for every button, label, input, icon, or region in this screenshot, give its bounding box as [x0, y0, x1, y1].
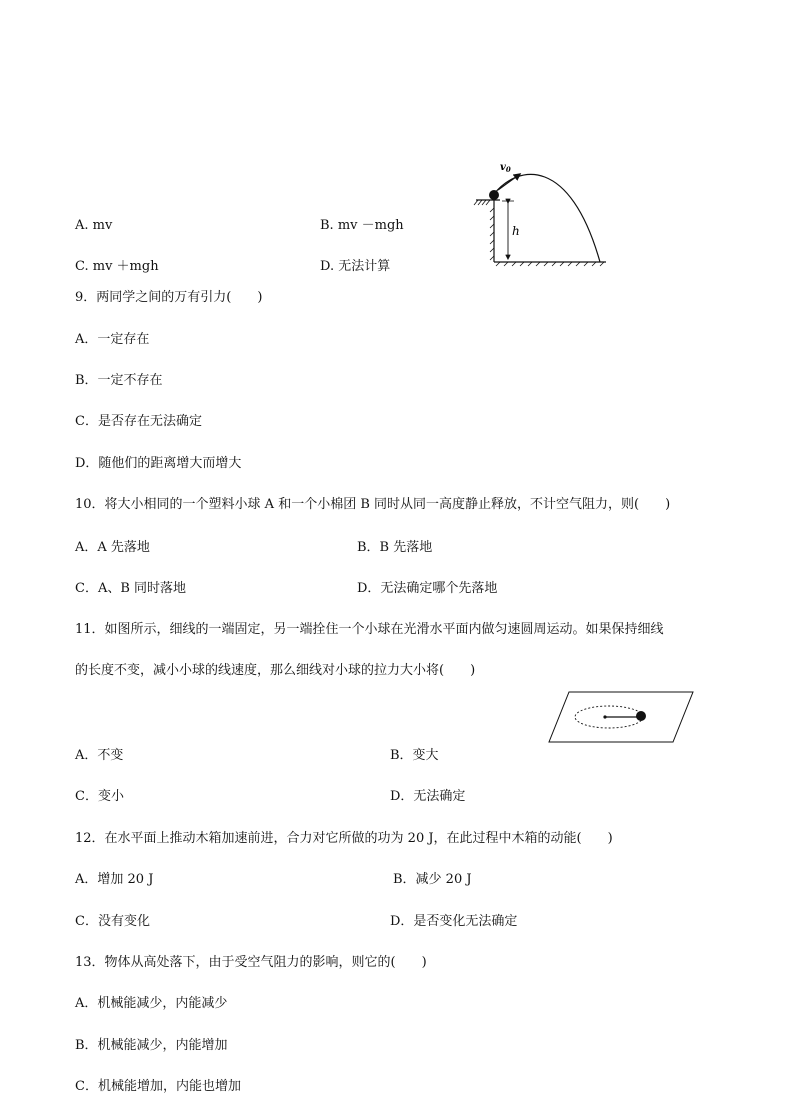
q10-option-a: A．A 先落地 — [75, 540, 150, 555]
circular-motion-figure — [545, 688, 695, 748]
q12-option-b: B．减少 20 J — [393, 872, 472, 887]
q11-option-c: C．变小 — [75, 789, 124, 804]
velocity-label: $v_0$ — [500, 162, 511, 174]
q10-option-b: B．B 先落地 — [357, 540, 433, 555]
q12-option-a: A．增加 20 J — [75, 872, 154, 887]
q13-option-a: A．机械能减少，内能减少 — [75, 996, 228, 1011]
q10-stem: 10．将大小相同的一个塑料小球 A 和一个小棉团 B 同时从同一高度静止释放，不计空气阻力，则( ) — [75, 497, 671, 512]
q9-stem: 9．两同学之间的万有引力( ) — [75, 290, 263, 305]
q9-option-d: D．随他们的距离增大而增大 — [75, 456, 242, 471]
q10-option-c: C．A、B 同时落地 — [75, 581, 187, 596]
q9-option-a: A．一定存在 — [75, 332, 150, 347]
q11-stem-line1: 11．如图所示，细线的一端固定，另一端拴住一个小球在光滑水平面内做匀速圆周运动。如果保持细线 — [75, 622, 664, 637]
q8-option-d: D. 无法计算 — [320, 259, 391, 274]
ball — [489, 190, 499, 200]
height-label: h — [512, 224, 520, 238]
q13-option-b: B．机械能减少，内能增加 — [75, 1038, 228, 1053]
projectile-figure — [470, 158, 610, 268]
q12-stem: 12．在水平面上推动木箱加速前进，合力对它所做的功为 20 J，在此过程中木箱的动能( ) — [75, 831, 613, 846]
q8-option-b: B. mv －mgh — [320, 218, 404, 233]
q10-option-d: D．无法确定哪个先落地 — [357, 581, 498, 596]
q8-option-a: A. mv — [75, 218, 113, 233]
q9-option-b: B．一定不存在 — [75, 373, 163, 388]
q11-option-d: D．无法确定 — [390, 789, 466, 804]
q9-option-c: C．是否存在无法确定 — [75, 414, 202, 429]
q13-option-c: C．机械能增加，内能也增加 — [75, 1079, 241, 1094]
q11-option-a: A．不变 — [75, 748, 124, 763]
q11-stem-line2: 的长度不变，减小小球的线速度，那么细线对小球的拉力大小将( ) — [75, 663, 476, 678]
q12-option-c: C．没有变化 — [75, 914, 150, 929]
q12-option-d: D．是否变化无法确定 — [390, 914, 518, 929]
q13-stem: 13．物体从高处落下，由于受空气阻力的影响，则它的( ) — [75, 955, 427, 970]
q8-option-c: C. mv ＋mgh — [75, 259, 159, 274]
ball — [636, 711, 646, 721]
q11-option-b: B．变大 — [390, 748, 439, 763]
